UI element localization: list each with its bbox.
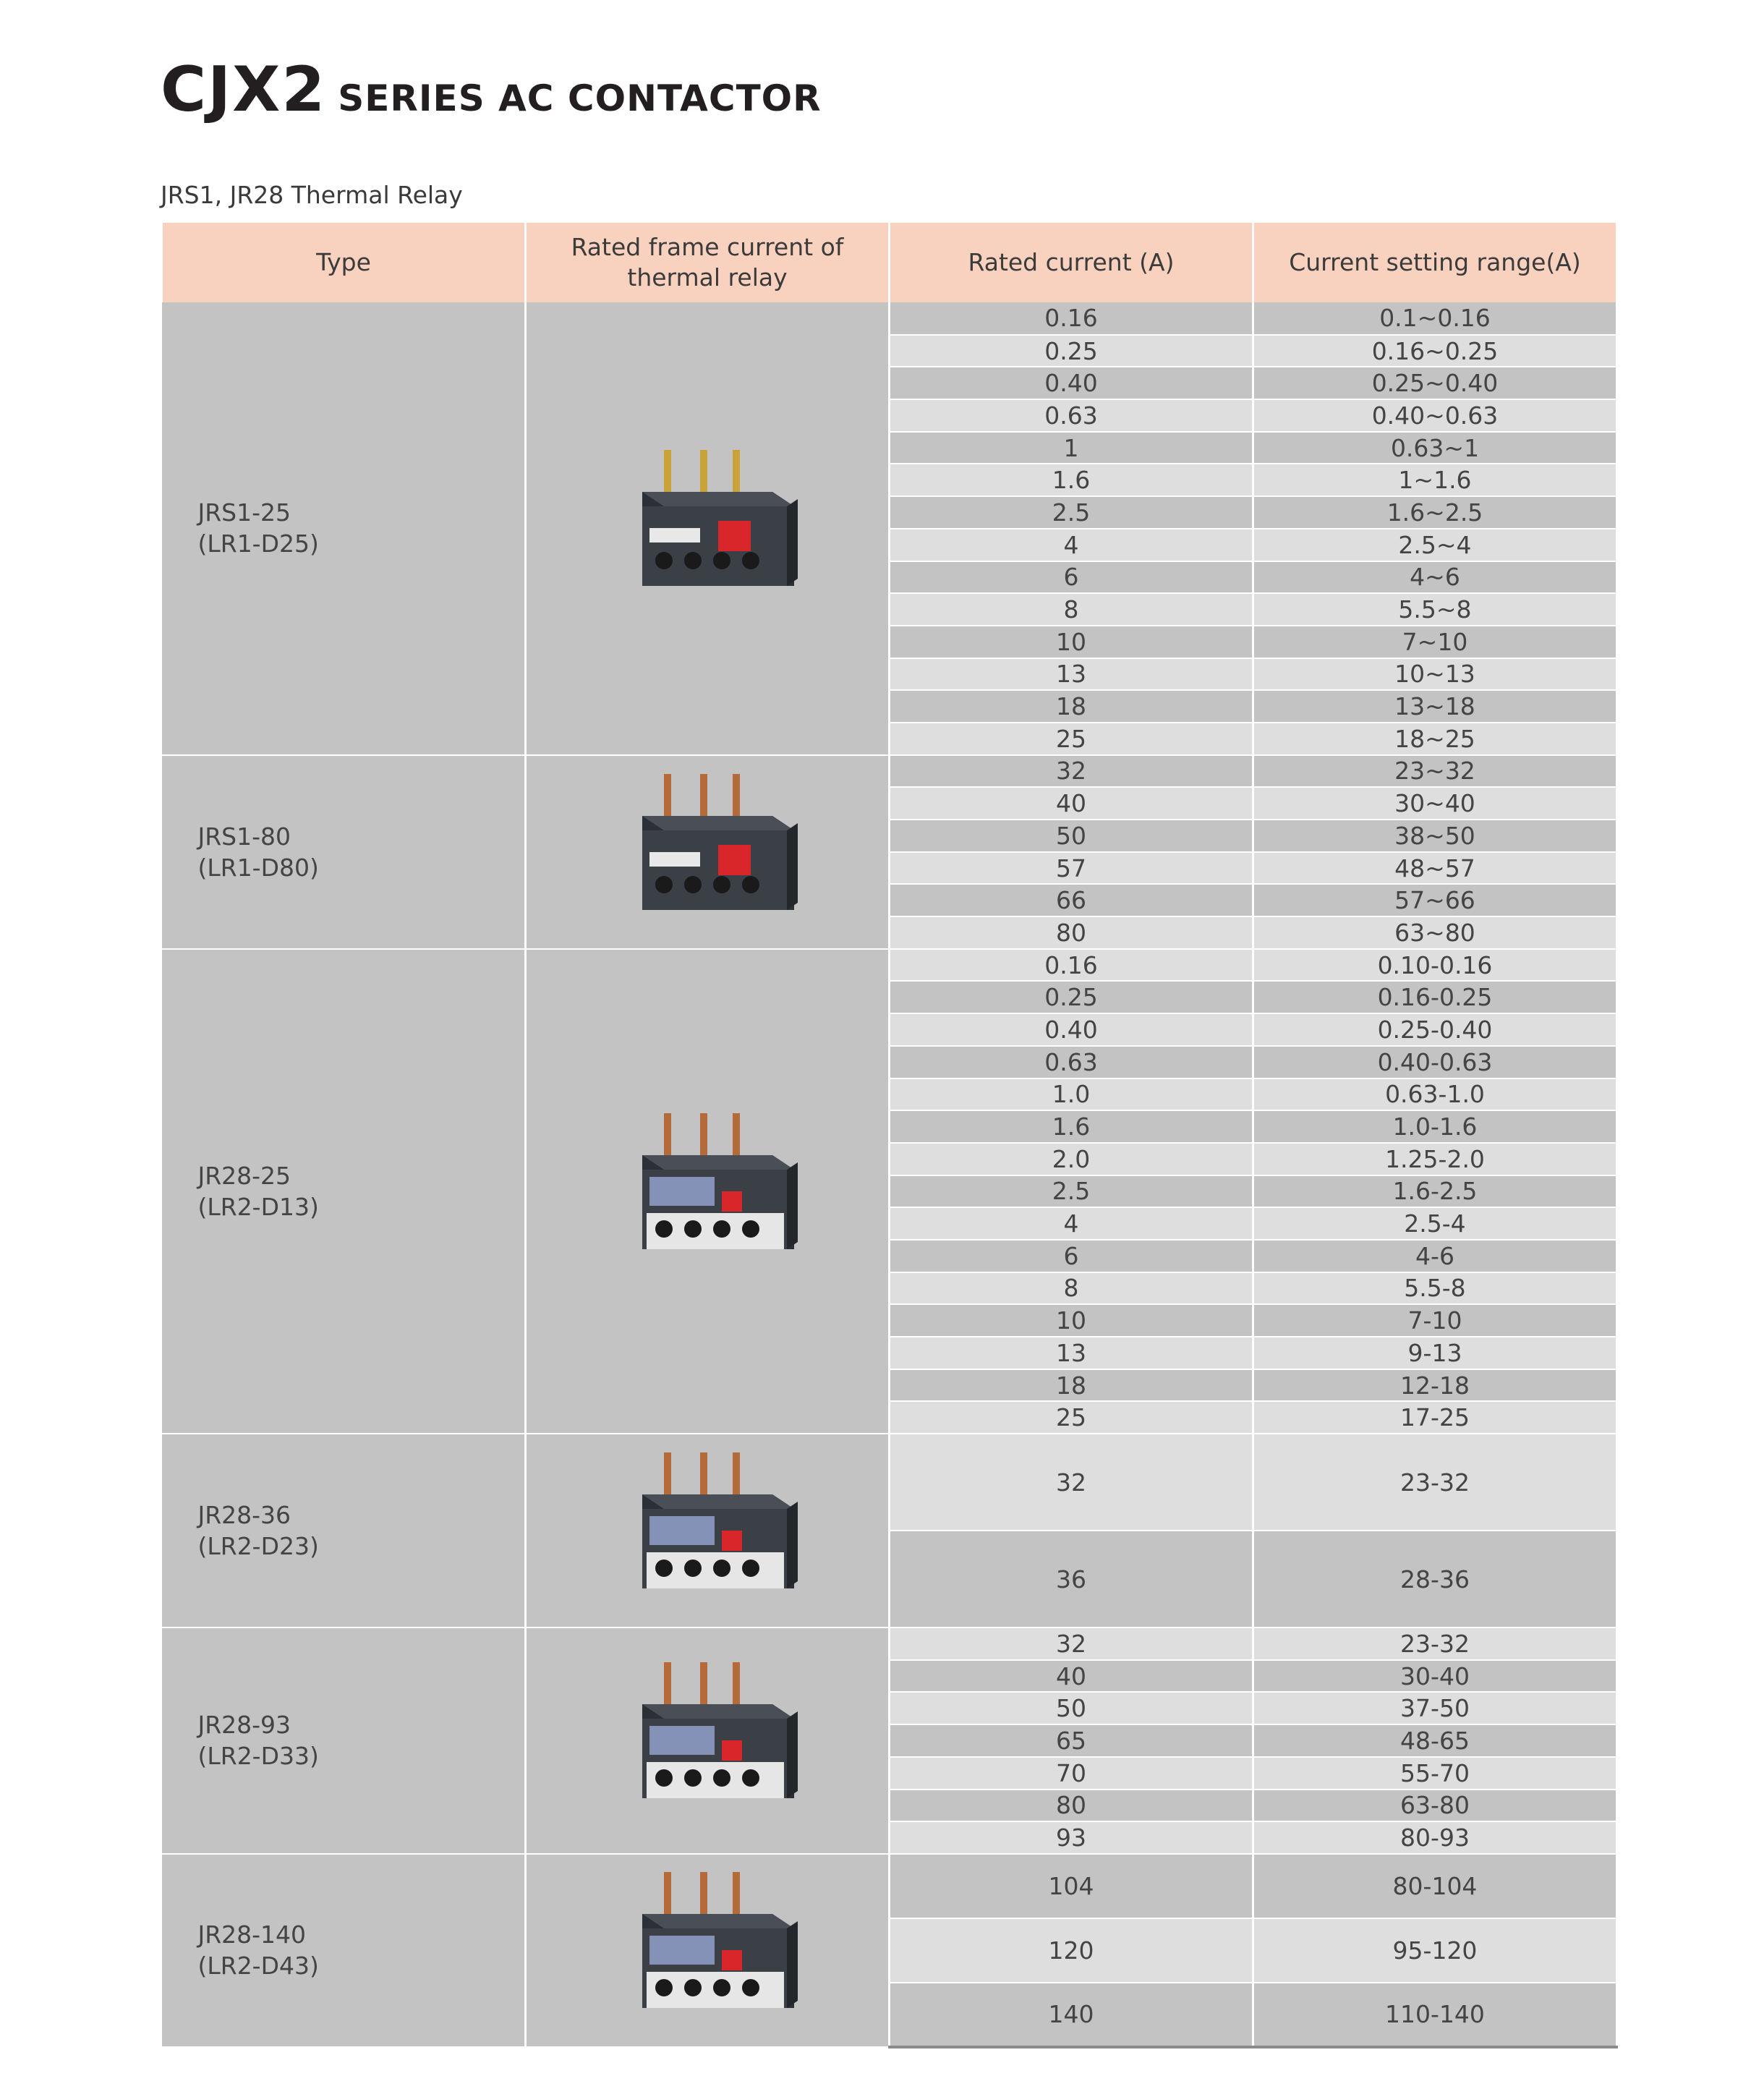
setting-range-cell: 63-80 [1253, 1790, 1617, 1822]
rated-current-cell: 0.16 [890, 302, 1253, 335]
rated-current-cell: 66 [890, 884, 1253, 916]
setting-range-cell: 30~40 [1253, 787, 1617, 820]
rated-current-cell: 4 [890, 529, 1253, 561]
rated-current-cell: 0.16 [890, 949, 1253, 982]
header-current-setting-range: Current setting range(A) [1253, 223, 1617, 302]
type-model: JRS1-80 [197, 822, 291, 851]
type-model: JR28-25 [197, 1161, 291, 1190]
setting-range-cell: 57~66 [1253, 884, 1617, 916]
setting-range-cell: 7-10 [1253, 1304, 1617, 1337]
setting-range-cell: 48~57 [1253, 852, 1617, 885]
type-cell [162, 755, 526, 949]
setting-range-cell: 12-18 [1253, 1369, 1617, 1402]
relay-image-cell [526, 949, 890, 1434]
rated-current-cell: 8 [890, 593, 1253, 626]
rated-current-cell: 0.40 [890, 1013, 1253, 1046]
setting-range-cell: 0.1~0.16 [1253, 302, 1617, 335]
setting-range-cell: 0.40-0.63 [1253, 1046, 1617, 1078]
rated-current-cell: 10 [890, 1304, 1253, 1337]
rated-current-cell: 1.0 [890, 1078, 1253, 1111]
rated-current-cell: 80 [890, 916, 1253, 949]
type-equivalent: (LR1-D80) [197, 853, 319, 882]
setting-range-cell: 110-140 [1253, 1983, 1617, 2047]
rated-current-cell: 18 [890, 1369, 1253, 1402]
type-model: JRS1-25 [197, 498, 291, 527]
rated-current-cell: 1.6 [890, 464, 1253, 496]
table-row [162, 755, 1617, 788]
setting-range-cell: 18~25 [1253, 723, 1617, 755]
type-cell [162, 949, 526, 1434]
rated-current-cell: 140 [890, 1983, 1253, 2047]
setting-range-cell: 4-6 [1253, 1240, 1617, 1272]
rated-current-cell: 65 [890, 1724, 1253, 1757]
setting-range-cell: 28-36 [1253, 1531, 1617, 1628]
setting-range-cell: 1.6~2.5 [1253, 496, 1617, 529]
setting-range-cell: 17-25 [1253, 1401, 1617, 1434]
rated-current-cell: 0.40 [890, 367, 1253, 399]
setting-range-cell: 0.40~0.63 [1253, 399, 1617, 432]
rated-current-cell: 50 [890, 1692, 1253, 1724]
table-row [162, 1628, 1617, 1660]
table-row [162, 1434, 1617, 1531]
thermal-relay-jr28-36-image [599, 1515, 816, 1544]
setting-range-cell: 5.5-8 [1253, 1272, 1617, 1305]
rated-current-cell: 32 [890, 1434, 1253, 1531]
type-model: JR28-140 [197, 1920, 307, 1949]
relay-image-cell [526, 302, 890, 755]
setting-range-cell: 23-32 [1253, 1434, 1617, 1531]
setting-range-cell: 80-93 [1253, 1821, 1617, 1854]
setting-range-cell: 80-104 [1253, 1854, 1617, 1918]
header-type: Type [162, 223, 526, 302]
rated-current-cell: 25 [890, 723, 1253, 755]
rated-current-cell: 4 [890, 1207, 1253, 1240]
rated-current-cell: 6 [890, 561, 1253, 594]
setting-range-cell: 1~1.6 [1253, 464, 1617, 496]
table-row [162, 949, 1617, 982]
setting-range-cell: 37-50 [1253, 1692, 1617, 1724]
setting-range-cell: 9-13 [1253, 1337, 1617, 1369]
rated-current-cell: 0.25 [890, 335, 1253, 367]
rated-current-cell: 93 [890, 1821, 1253, 1854]
setting-range-cell: 0.25-0.40 [1253, 1013, 1617, 1046]
setting-range-cell: 2.5~4 [1253, 529, 1617, 561]
rated-current-cell: 80 [890, 1790, 1253, 1822]
setting-range-cell: 7~10 [1253, 626, 1617, 658]
thermal-relay-jrs1-25-image [599, 513, 816, 541]
rated-current-cell: 40 [890, 787, 1253, 820]
type-model: JR28-93 [197, 1711, 291, 1740]
setting-range-cell: 38~50 [1253, 820, 1617, 852]
table-header-row [162, 223, 1617, 302]
rated-current-cell: 32 [890, 755, 1253, 788]
rated-current-cell: 0.63 [890, 399, 1253, 432]
setting-range-cell: 95-120 [1253, 1918, 1617, 1983]
type-equivalent: (LR1-D25) [197, 529, 319, 558]
setting-range-cell: 2.5-4 [1253, 1207, 1617, 1240]
setting-range-cell: 48-65 [1253, 1724, 1617, 1757]
rated-current-cell: 2.5 [890, 496, 1253, 529]
thermal-relay-jrs1-80-image [599, 836, 816, 864]
rated-current-cell: 36 [890, 1531, 1253, 1628]
relay-image-cell [526, 1628, 890, 1854]
relay-image-cell [526, 1854, 890, 2047]
rated-current-cell: 2.0 [890, 1143, 1253, 1175]
table-row [162, 1854, 1617, 1918]
thermal-relay-jr28-25-image [599, 1175, 816, 1204]
rated-current-cell: 10 [890, 626, 1253, 658]
setting-range-cell: 0.16-0.25 [1253, 981, 1617, 1013]
setting-range-cell: 23-32 [1253, 1628, 1617, 1660]
setting-range-cell: 23~32 [1253, 755, 1617, 788]
setting-range-cell: 0.10-0.16 [1253, 949, 1617, 982]
type-cell [162, 302, 526, 755]
setting-range-cell: 0.63~1 [1253, 432, 1617, 464]
thermal-relay-jr28-140-image [599, 1935, 816, 1963]
rated-current-cell: 70 [890, 1757, 1253, 1790]
table-body [162, 302, 1617, 2047]
type-equivalent: (LR2-D13) [197, 1192, 319, 1221]
rated-current-cell: 13 [890, 1337, 1253, 1369]
type-cell [162, 1628, 526, 1854]
rated-current-cell: 1 [890, 432, 1253, 464]
setting-range-cell: 30-40 [1253, 1660, 1617, 1693]
rated-current-cell: 104 [890, 1854, 1253, 1918]
setting-range-cell: 10~13 [1253, 658, 1617, 691]
rated-current-cell: 40 [890, 1660, 1253, 1693]
rated-current-cell: 13 [890, 658, 1253, 691]
rated-current-cell: 120 [890, 1918, 1253, 1983]
setting-range-cell: 0.63-1.0 [1253, 1078, 1617, 1111]
page-title [161, 54, 822, 126]
header-rated-frame-current: Rated frame current of thermal relay [526, 223, 890, 302]
title-main: CJX2 [161, 54, 327, 126]
setting-range-cell: 1.0-1.6 [1253, 1110, 1617, 1143]
setting-range-cell: 13~18 [1253, 690, 1617, 723]
section-label: JRS1, JR28 Thermal Relay [161, 181, 463, 209]
type-model: JR28-36 [197, 1501, 291, 1530]
type-equivalent: (LR2-D43) [197, 1952, 319, 1980]
type-cell [162, 1854, 526, 2047]
setting-range-cell: 5.5~8 [1253, 593, 1617, 626]
table-row [162, 302, 1617, 335]
rated-current-cell: 50 [890, 820, 1253, 852]
setting-range-cell: 0.16~0.25 [1253, 335, 1617, 367]
rated-current-cell: 25 [890, 1401, 1253, 1434]
header-rated-current: Rated current (A) [890, 223, 1253, 302]
setting-range-cell: 63~80 [1253, 916, 1617, 949]
type-equivalent: (LR2-D23) [197, 1532, 319, 1561]
rated-current-cell: 0.25 [890, 981, 1253, 1013]
setting-range-cell: 1.25-2.0 [1253, 1143, 1617, 1175]
setting-range-cell: 1.6-2.5 [1253, 1175, 1617, 1208]
relay-image-cell [526, 755, 890, 949]
rated-current-cell: 6 [890, 1240, 1253, 1272]
rated-current-cell: 32 [890, 1628, 1253, 1660]
rated-current-cell: 8 [890, 1272, 1253, 1305]
rated-current-cell: 57 [890, 852, 1253, 885]
setting-range-cell: 55-70 [1253, 1757, 1617, 1790]
rated-current-cell: 0.63 [890, 1046, 1253, 1078]
title-rest: SERIES AC CONTACTOR [338, 77, 822, 119]
rated-current-cell: 1.6 [890, 1110, 1253, 1143]
type-equivalent: (LR2-D33) [197, 1742, 319, 1771]
setting-range-cell: 4~6 [1253, 561, 1617, 594]
setting-range-cell: 0.25~0.40 [1253, 367, 1617, 399]
rated-current-cell: 2.5 [890, 1175, 1253, 1208]
relay-image-cell [526, 1434, 890, 1628]
rated-current-cell: 18 [890, 690, 1253, 723]
thermal-relay-table [161, 223, 1618, 2048]
thermal-relay-jr28-93-image [599, 1725, 816, 1753]
type-cell [162, 1434, 526, 1628]
